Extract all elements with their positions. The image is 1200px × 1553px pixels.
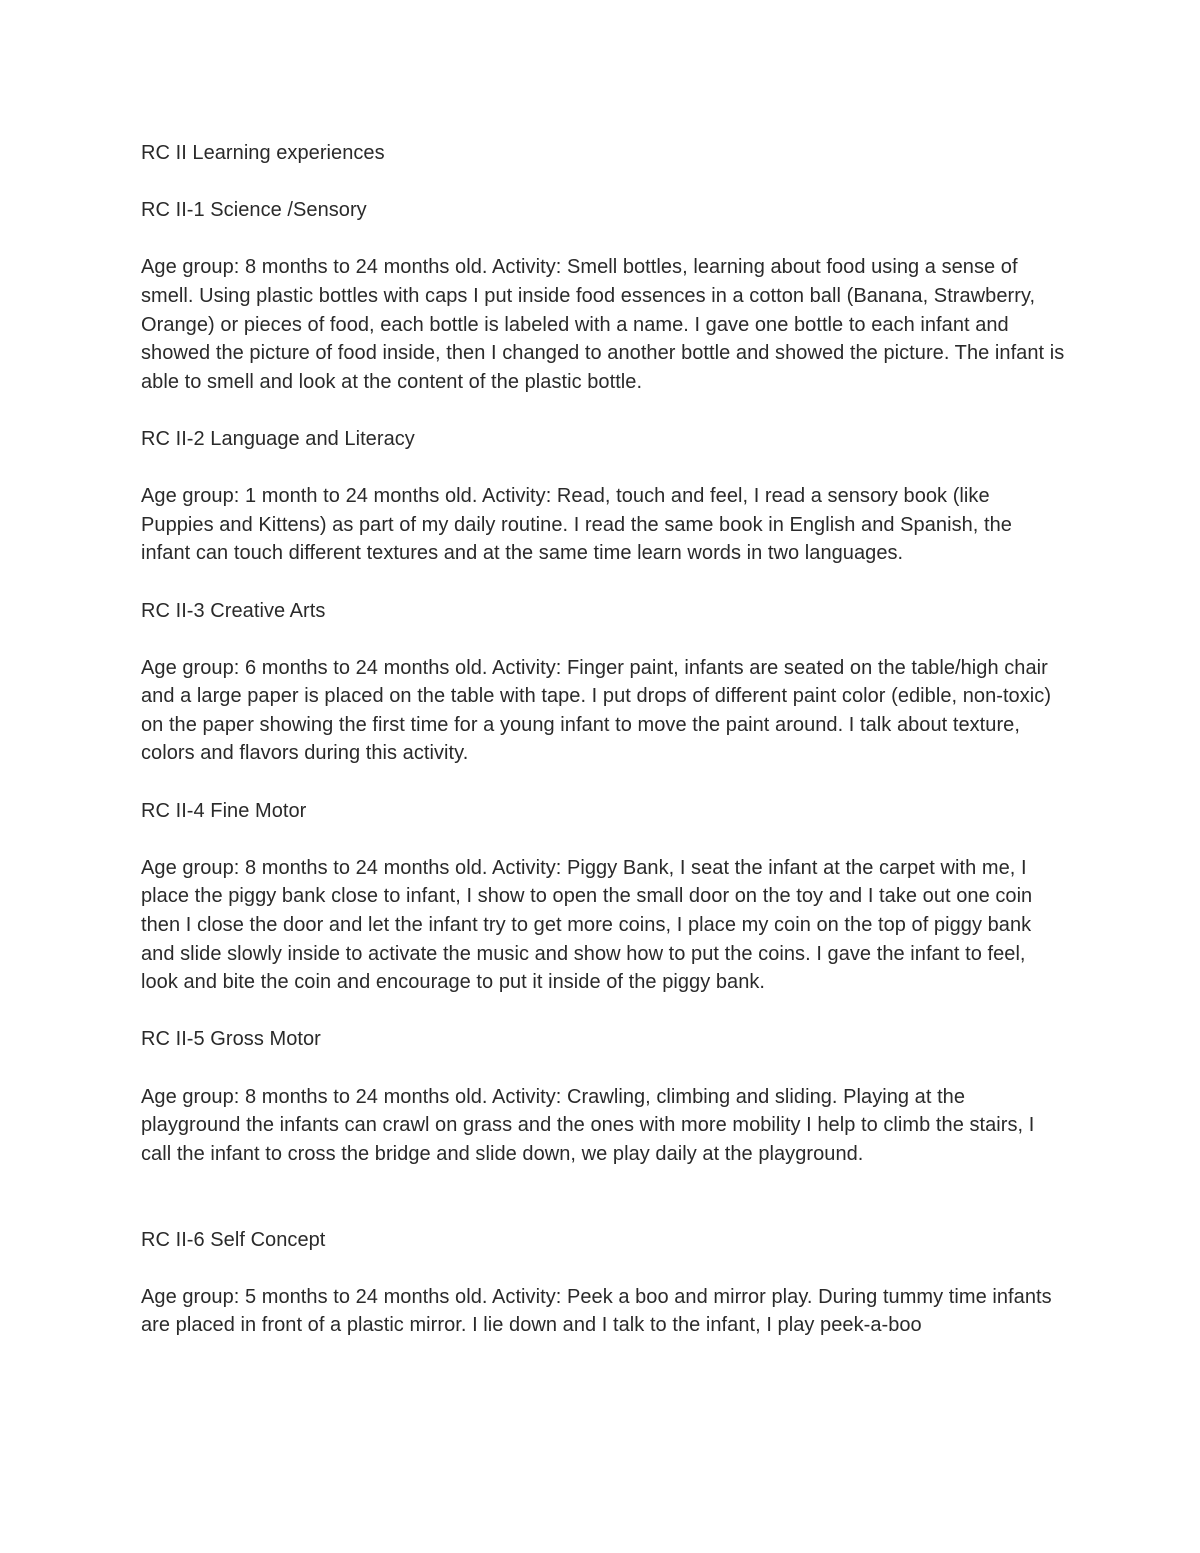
section-body: Age group: 1 month to 24 months old. Activity: Read, touch and feel, I read a sensory book (like Puppies and Kittens) as part of my daily routine. I read the same book in English and Spanish, the infant can touch different textures and at the same time learn words in two languages. [141,485,1012,565]
section-heading: RC II-2 Language and Literacy [141,427,415,450]
section-heading: RC II-4 Fine Motor [141,799,307,822]
section-heading: RC II-5 Gross Motor [141,1028,321,1051]
section-heading: RC II-3 Creative Arts [141,599,326,622]
section-heading: RC II-1 Science /Sensory [141,199,367,222]
section-heading: RC II-6 Self Concept [141,1228,326,1251]
section-body: Age group: 8 months to 24 months old. Activity: Crawling, climbing and sliding. Playing at the playground the infants can crawl on grass and the ones with more mobility I help to climb the stairs, I call the infant to cross the bridge and slide down, we play daily at the playground. [141,1085,1035,1165]
section-body: Age group: 6 months to 24 months old. Activity: Finger paint, infants are seated on the table/high chair and a large paper is placed on the table with tape. I put drops of different paint color (edible, non-toxic) on the paper showing the first time for a young infant to move the paint around. I talk about texture, colors and flavors during this activity. [141,656,1052,765]
document-body [141,139,1066,1369]
section-body: Age group: 5 months to 24 months old. Activity: Peek a boo and mirror play. During tummy time infants are placed in front of a plastic mirror. I lie down and I talk to the infant, I play peek-a-boo [141,1285,1052,1337]
section-body: Age group: 8 months to 24 months old. Activity: Piggy Bank, I seat the infant at the carpet with me, I place the piggy bank close to infant, I show to open the small door on the toy and I take out one coin then I close the door and let the infant try to get more coins, I place my coin on the top of piggy bank and slide slowly inside to activate the music and show how to put the coins. I gave the infant to feel, look and bite the coin and encourage to put it inside of the piggy bank. [141,856,1033,994]
document-title: RC II Learning experiences [141,142,385,164]
section-body: Age group: 8 months to 24 months old. Activity: Smell bottles, learning about food using a sense of smell. Using plastic bottles with caps I put inside food essences in a cotton ball (Banana, Strawberry, Orange) or pieces of food, each bottle is labeled with a name. I gave one bottle to each infant and showed the picture of food inside, then I changed to another bottle and showed the picture. The infant is able to smell and look at the content of the plastic bottle. [141,256,1065,393]
